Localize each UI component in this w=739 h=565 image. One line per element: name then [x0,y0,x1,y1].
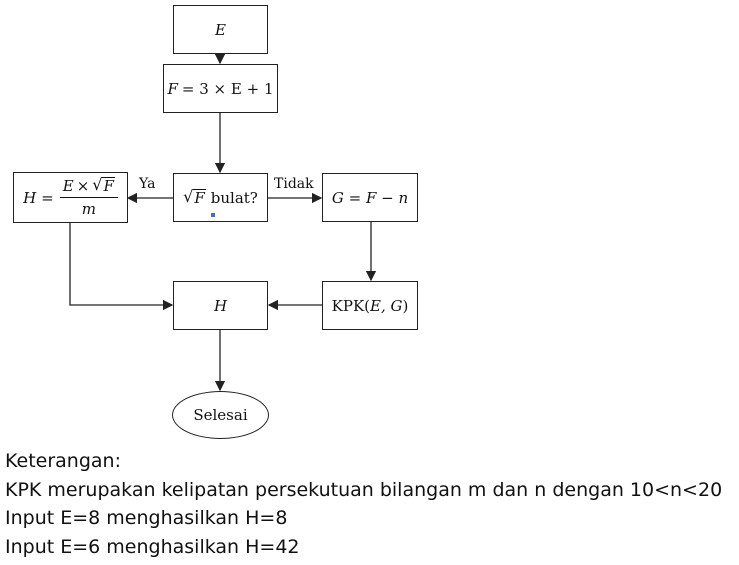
h-formula-lhs: H [23,188,37,207]
h-formula-times: × [76,177,90,195]
notes-heading: Keterangan: [5,450,121,472]
edge-label-yes: Ya [139,176,156,192]
sqrt-symbol: √ F [183,186,205,207]
arrow-hformula-to-h [70,222,172,305]
node-end [172,391,269,439]
h-formula-radicand: F [103,177,114,196]
node-input-e [173,5,268,54]
node-compute-f-var: F [167,79,178,98]
node-decision-sqrt [173,173,268,222]
node-decision-text: bulat? [210,188,258,207]
notes-line: Input E=6 menghasilkan H=42 [5,535,300,558]
h-formula-eq: = [41,188,54,207]
sqrt-symbol: √ F [92,175,114,196]
node-compute-g [322,173,418,222]
node-kpk-fn: KPK( [331,296,371,315]
text-cursor [211,213,215,217]
node-kpk [322,281,418,330]
node-output-h [173,281,268,330]
h-formula-num-left: E [62,177,74,195]
node-kpk-close: ) [402,296,409,315]
notes-line: KPK merupakan kelipatan persekutuan bilangan m dan n dengan 10<n<20 [5,478,723,501]
node-compute-f [163,64,278,113]
h-formula-denominator: m [81,200,96,218]
node-kpk-args: E, G [370,296,403,315]
node-end-label: Selesai [193,406,248,424]
node-decision-radicand: F [194,188,205,207]
node-input-e-var: E [215,20,226,39]
notes-block [5,447,722,561]
node-output-h-var: H [213,296,228,315]
node-compute-f-expr: = 3 × E + 1 [181,79,274,98]
node-compute-g-expr: G = F − n [331,188,409,207]
h-formula-fraction [60,177,118,218]
node-compute-h-formula [13,172,128,223]
edge-label-no: Tidak [274,176,314,192]
h-formula-numerator [60,177,118,198]
notes-line: Input E=8 menghasilkan H=8 [5,507,288,529]
